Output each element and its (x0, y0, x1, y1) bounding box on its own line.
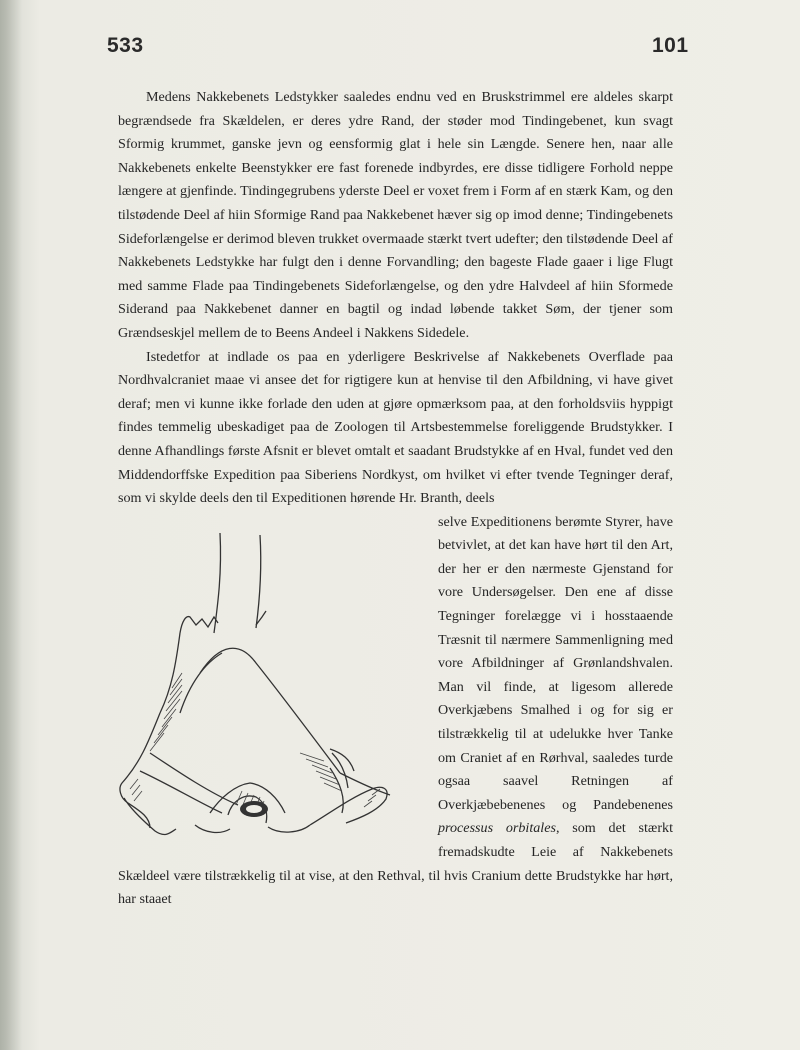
paragraph-1: Medens Nakkebenets Ledstykker saaledes endnu ved en Bruskstrimmel ere aldeles skarpt begrændsede fra Skældelen, er deres ydre Rand, der støder mod Tindingebenet, kun svagt Sformig krummet, ganske jevn og eensformig glat i hele sin Længde. Senere hen, naar alle Nakkebenets enkelte Beenstykker ere fast forenede indbyrdes, ere disse tidligere Forhold neppe længere at gjenfinde. Tindingegrubens yderste Deel er voxet frem i Form af en stærk Kam, og den tilstødende Deel af hiin Sformige Rand paa Nakkebenet hæver sig op imod denne; Tindingebenets Sideforlængelse er derimod bleven trukket overmaade stærkt tvert udefter; den tilstødende Deel af Nakkebenets Ledstykke har fulgt den i denne Forvandling; den bageste Flade gaaer i lige Flugt med samme Flade paa Tindingebenets Sideforlængelse, og den ydre Halvdeel af hiin Sformede Siderand paa Nakkebenet danner en bagtil og indad løbende takket Søm, der tjener som Grændseskjel mellem de to Beens Andeel i Nakkens Sidedele. (118, 89, 673, 341)
page-number-right: 101 (652, 34, 689, 57)
skull-fragment-woodcut-icon (110, 513, 430, 843)
wrapped-text-before: selve Expeditionens berømte Styrer, have betvivlet, at det kan have hørt til den Art, der her er den nærmeste Gjenstand for vore Undersøgelser. Den ene af disse Tegninger forelægge vi i hosstaaende Træsnit til nærmere Sammenligning med vore Afbildninger af Grønlandshvalen. Man vil finde, at ligesom allerede Overkjæbens Smalhed i og for sig er tilstrækkelig til at udelukke hver Tanke om Craniet af en Rørhval, saaledes turde ogsaa saavel Retningen af Overkjæbebenenes og Pandebenenes (438, 513, 673, 813)
processus-orbitales-term: processus orbitales (438, 820, 556, 837)
figure-wrap-section (118, 511, 673, 912)
skull-figure (110, 513, 430, 843)
page-edge-shadow (0, 0, 22, 1050)
page-number-left: 533 (107, 34, 144, 57)
wrapped-text-after: , som det stærkt fremadskudte Leie af Nakkebenets Skældeel være tilstrækkelig til at vise, at den Rethval, til hvis Cranium dette Brudstykke har hørt, har staaet (118, 820, 673, 908)
body-text (118, 86, 673, 912)
paragraph-2: Istedetfor at indlade os paa en yderligere Beskrivelse af Nakkebenets Overflade paa Nordhvalcraniet maae vi ansee det for rigtigere kun at henvise til den Afbildning, vi have givet deraf; men vi kunne ikke forlade den uden at gjøre opmærksom paa, at den forholdsviis hyppigt findes temmelig ubeskadiget paa de Zoologen til Artsbestemmelse foreliggende Brudstykker. I denne Afhandlings første Afsnit er blevet omtalt et saadant Brudstykke af en Hval, fundet ved den Middendorffske Expedition paa Siberiens Nordkyst, om hvilket vi efter tvende Tegninger deraf, som vi skylde deels den til Expeditionen hørende Hr. Branth, deels (118, 348, 673, 507)
